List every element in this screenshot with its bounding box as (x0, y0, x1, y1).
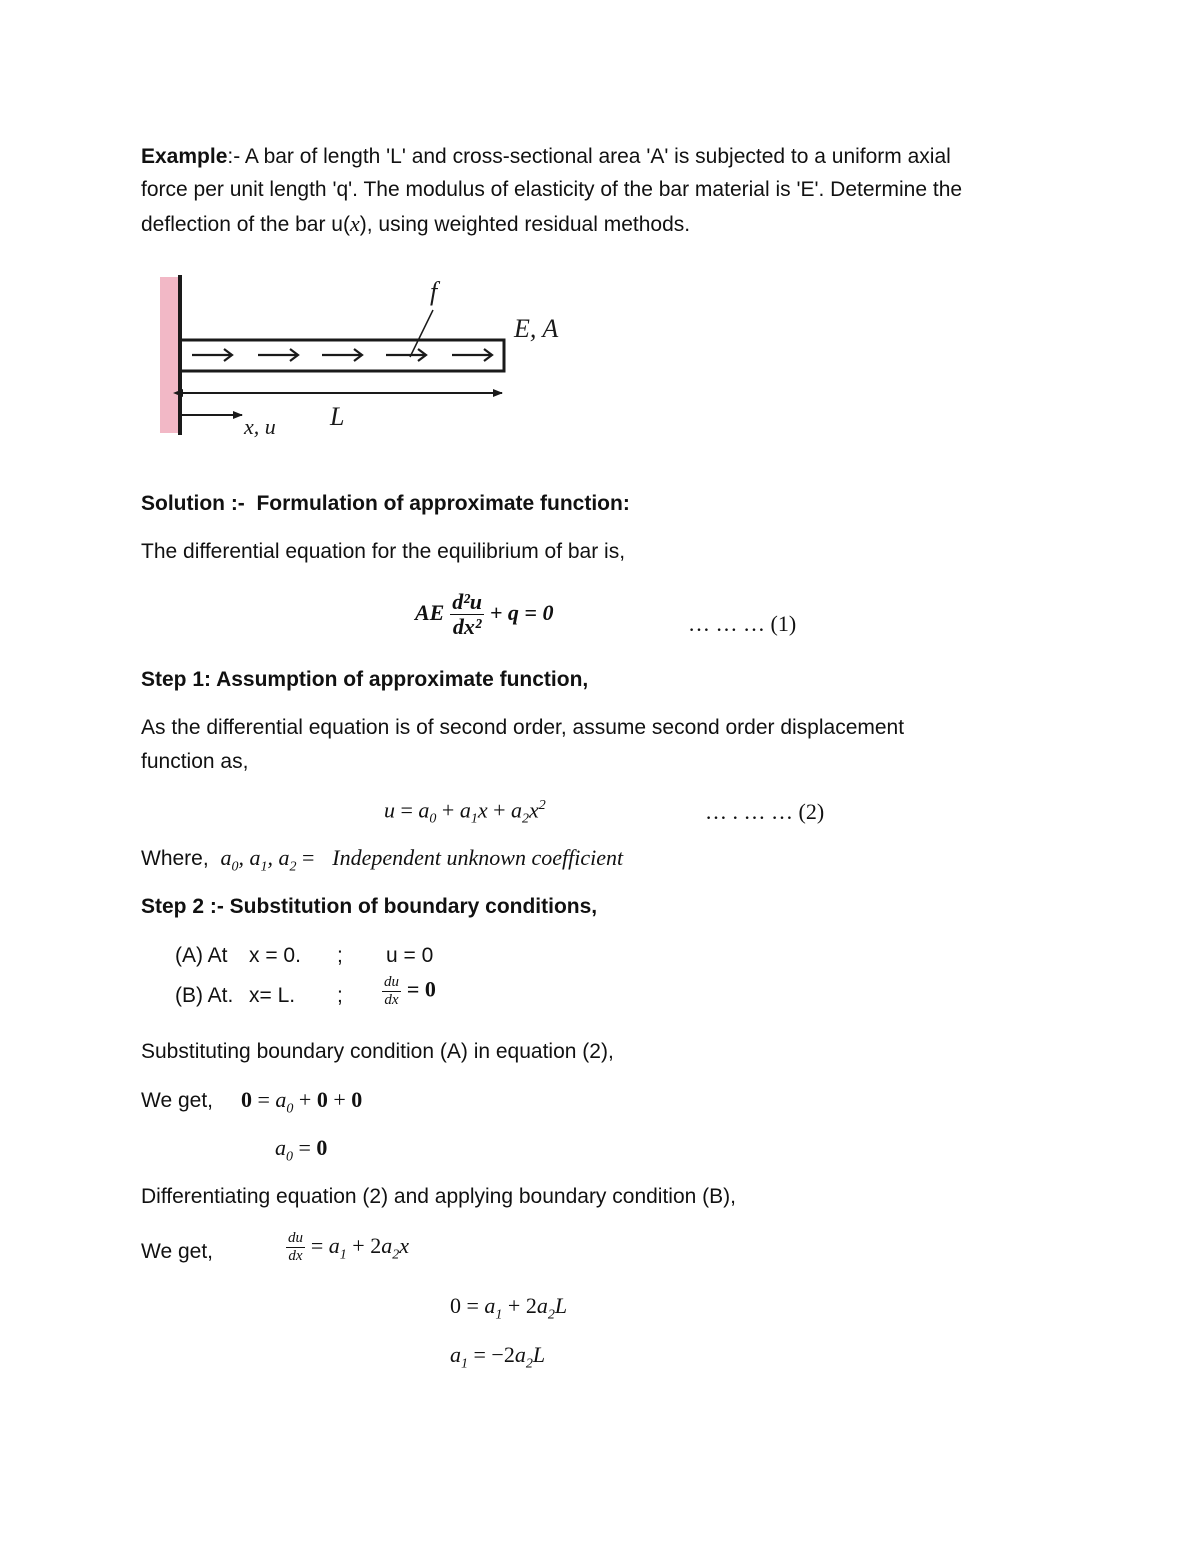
diff-b-text: Differentiating equation (2) and applying boundary condition (B), (141, 1185, 736, 1208)
sub-a-equation: $0 = a_0 + 0 + 0$ (241, 1087, 363, 1117)
bc-a-separator: ; (337, 944, 343, 967)
bc-b-x: x= L. (249, 984, 296, 1007)
bc-b-denominator: dx (384, 991, 399, 1008)
fixed-wall-support (160, 277, 180, 433)
label-L: L (330, 402, 345, 431)
bc-b-separator: ; (337, 984, 343, 1007)
f-leader-line (410, 310, 433, 357)
equation-1 (415, 590, 553, 639)
eq1-reference: … … … (1) (688, 611, 797, 636)
eq1-denominator: dx² (452, 614, 482, 640)
label-f: f (430, 277, 438, 306)
equation-2: $u = a_0 + a_1x + a_2x^2$ (384, 797, 546, 827)
a1-result: $a_1 = -2a_2L$ (450, 1342, 546, 1372)
derivative-equation: $\frac{du}{dx}$ = $a_1 + 2a_2x$ (288, 1230, 409, 1264)
derivative-numerator: du (288, 1230, 303, 1246)
bc-b-label: (B) At. (175, 984, 234, 1007)
label-e-a: E, A (514, 314, 559, 343)
a0-result: $a_0 = 0$ (275, 1135, 328, 1165)
step1-text-2: function as, (141, 750, 249, 773)
intro-text-3a: deflection of the bar u( (141, 213, 350, 236)
bc-b-equation (382, 974, 436, 1008)
bc-a-value: u = 0 (386, 944, 434, 967)
example-label: Example (141, 145, 228, 168)
step2-heading: Step 2 :- Substitution of boundary conditions, (141, 895, 598, 918)
eq2-reference: … . … … (2) (705, 799, 825, 824)
intro-line-2: force per unit length 'q'. The modulus of elasticity of the bar material is 'E'. Determine the (141, 178, 963, 201)
bc-b-substituted-equation: $0 = a_1 + 2a_2L$ (450, 1293, 568, 1323)
diff-b-we-get: We get, (141, 1240, 213, 1263)
solution-label: Solution :- (141, 492, 245, 515)
sub-a-we-get: We get, (141, 1089, 213, 1112)
label-x-u: x, u (244, 414, 276, 439)
solution-intro-text: The differential equation for the equilibrium of bar is, (141, 540, 626, 563)
step1-heading: Step 1: Assumption of approximate function, (141, 668, 589, 691)
solution-heading (141, 492, 630, 515)
bc-a-x: x = 0. (249, 944, 301, 967)
eq1-numerator: d²u (452, 589, 483, 614)
intro-line-1 (141, 145, 951, 168)
bc-b-numerator: du (384, 974, 399, 990)
intro-text-1: :- A bar of length 'L' and cross-sectional area 'A' is subjected to a uniform axial (227, 145, 951, 168)
step1-text-1: As the differential equation is of second order, assume second order displacement (141, 716, 905, 739)
derivative-fraction (286, 1230, 305, 1264)
bar-figure (150, 265, 590, 450)
intro-line-3 (141, 212, 690, 236)
bc-b-fraction (382, 974, 401, 1008)
bc-a-label: (A) At (175, 944, 228, 967)
bc-b-value: = 0 (406, 976, 436, 1002)
where-line (141, 846, 623, 875)
where-label: Where, (141, 847, 209, 870)
sub-a-text: Substituting boundary condition (A) in equation (2), (141, 1040, 614, 1063)
eq1-rest: + q = 0 (489, 600, 554, 626)
derivative-denominator: dx (288, 1247, 303, 1264)
intro-x-variable: x (349, 211, 360, 236)
coefficient-list: $a_0$, $a_1$, $a_2$ = (220, 845, 315, 875)
eq1-fraction (450, 590, 484, 639)
eq1-coefficient: AE (415, 600, 445, 626)
distributed-load-arrows (192, 349, 492, 361)
intro-text-3b: ), using weighted residual methods. (359, 213, 691, 236)
solution-title: Formulation of approximate function: (256, 492, 630, 515)
where-description: Independent unknown coefficient (332, 845, 624, 870)
